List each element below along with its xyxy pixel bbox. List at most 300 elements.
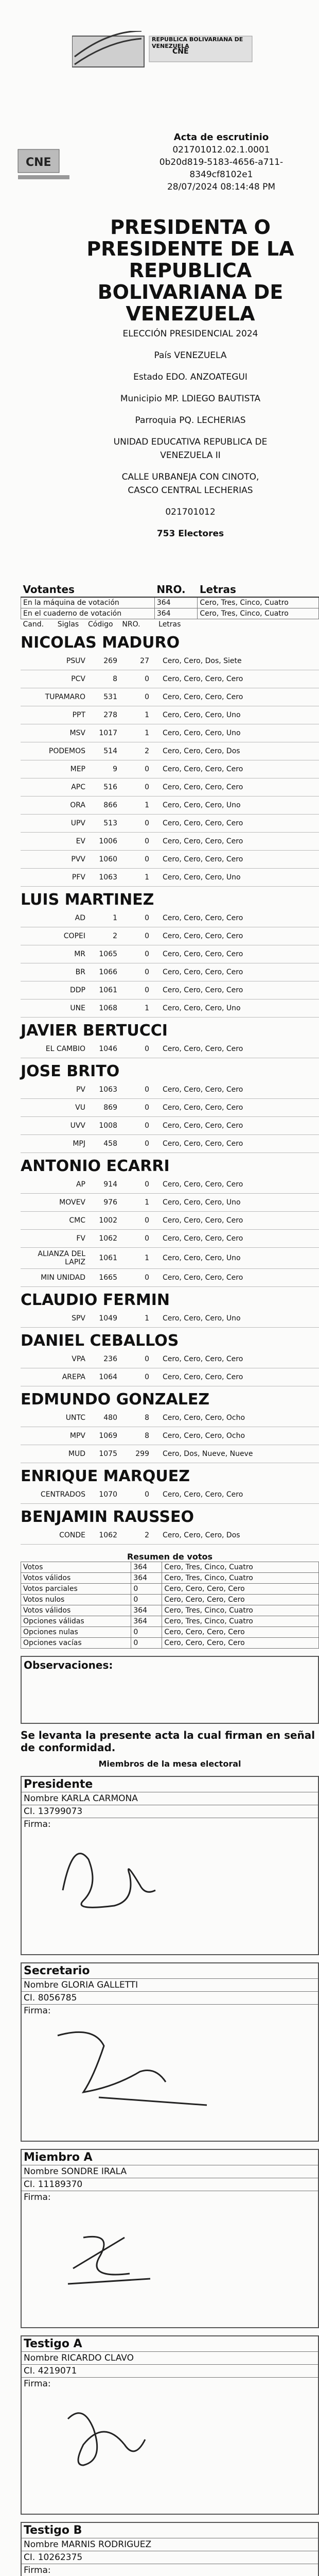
member-role: Testigo A	[22, 2336, 318, 2352]
member-name: Nombre SONDRE IRALA	[22, 2165, 318, 2178]
resumen-letras: Cero, Tres, Cinco, Cuatro	[162, 1605, 319, 1616]
party-row	[21, 760, 319, 778]
party-code: 1062	[88, 1230, 120, 1248]
party-code: 2	[88, 927, 120, 945]
party-votes-words: Cero, Cero, Cero, Cero	[152, 1230, 319, 1248]
candidate-name: LUIS MARTINEZ	[21, 891, 154, 909]
resumen-nro: 364	[131, 1562, 162, 1573]
party-code: 1002	[88, 1212, 120, 1230]
resumen-letras: Cero, Cero, Cero, Cero	[162, 1638, 319, 1649]
party-siglas: PV	[21, 1081, 88, 1099]
party-row	[21, 1445, 319, 1463]
resumen-title: Resumen de votos	[127, 1552, 213, 1562]
party-votes: 0	[120, 981, 152, 999]
cne-logo	[15, 144, 72, 185]
votantes-label: En la máquina de votación	[21, 597, 155, 608]
party-code: 1006	[88, 833, 120, 851]
resumen-nro: 0	[131, 1595, 162, 1605]
candidates-list	[21, 634, 319, 1545]
party-code: 458	[88, 1135, 120, 1153]
firma-label: Firma:	[24, 2006, 51, 2016]
party-row	[21, 706, 319, 724]
subheader-letras: Letras	[158, 620, 181, 629]
candidate-name: ENRIQUE MARQUEZ	[21, 1467, 190, 1485]
party-code: 516	[88, 778, 120, 796]
member-role: Testigo B	[22, 2523, 318, 2538]
party-siglas: BR	[21, 963, 88, 981]
party-votes: 0	[120, 688, 152, 706]
party-row	[21, 963, 319, 981]
party-siglas: UPV	[21, 815, 88, 833]
party-siglas: MIN UNIDAD	[21, 1269, 88, 1287]
party-votes: 0	[120, 1081, 152, 1099]
party-votes-words: Cero, Cero, Cero, Uno	[152, 1194, 319, 1212]
party-votes-words: Cero, Cero, Cero, Cero	[152, 833, 319, 851]
party-row	[21, 833, 319, 851]
party-row	[21, 1486, 319, 1504]
party-votes-words: Cero, Cero, Cero, Cero	[152, 963, 319, 981]
party-code: 1061	[88, 981, 120, 999]
party-siglas: MUD	[21, 1445, 88, 1463]
party-siglas: MSV	[21, 724, 88, 742]
subheader-siglas: Siglas	[57, 620, 79, 629]
party-votes: 0	[120, 1176, 152, 1194]
party-siglas: VU	[21, 1099, 88, 1117]
resumen-letras: Cero, Tres, Cinco, Cuatro	[162, 1616, 319, 1627]
member-box	[21, 2522, 319, 2576]
party-votes-words: Cero, Cero, Cero, Cero	[152, 1135, 319, 1153]
party-row	[21, 1081, 319, 1099]
party-votes-words: Cero, Cero, Cero, Ocho	[152, 1427, 319, 1445]
party-votes: 1	[120, 796, 152, 815]
party-votes-words: Cero, Cero, Cero, Cero	[152, 1350, 319, 1368]
party-votes: 0	[120, 1099, 152, 1117]
party-row	[21, 1427, 319, 1445]
party-votes: 1	[120, 724, 152, 742]
signature-icon	[52, 2201, 238, 2304]
party-code: 8	[88, 670, 120, 688]
party-row	[21, 1176, 319, 1194]
party-votes: 0	[120, 1230, 152, 1248]
members-title: Miembros de la mesa electoral	[98, 1759, 241, 1769]
party-votes-words: Cero, Cero, Cero, Cero	[152, 1368, 319, 1386]
party-votes: 27	[120, 652, 152, 670]
member-firma	[22, 1818, 318, 1954]
municipio: Municipio MP. LDIEGO BAUTISTA	[120, 394, 261, 404]
party-code: 531	[88, 688, 120, 706]
candidate-name: ANTONIO ECARRI	[21, 1157, 170, 1175]
resumen-label: Opciones nulas	[21, 1627, 131, 1638]
candidate-votes-table	[21, 1176, 319, 1287]
party-votes-words: Cero, Cero, Cero, Cero	[152, 909, 319, 927]
party-votes: 0	[120, 1368, 152, 1386]
resumen-nro: 0	[131, 1638, 162, 1649]
letras-header: Letras	[198, 582, 319, 597]
acta-title: Acta de escrutinio	[173, 132, 269, 143]
resumen-row	[21, 1638, 319, 1649]
candidate-votes-table	[21, 1040, 319, 1058]
party-siglas: AP	[21, 1176, 88, 1194]
party-votes-words: Cero, Cero, Cero, Uno	[152, 869, 319, 887]
resumen-letras: Cero, Cero, Cero, Cero	[162, 1584, 319, 1595]
party-votes: 0	[120, 815, 152, 833]
party-siglas: VPA	[21, 1350, 88, 1368]
party-row	[21, 851, 319, 869]
party-siglas: AD	[21, 909, 88, 927]
members-list	[21, 1776, 319, 2576]
parroquia: Parroquia PQ. LECHERIAS	[135, 415, 246, 426]
resumen-nro: 0	[131, 1584, 162, 1595]
party-code: 278	[88, 706, 120, 724]
candidate-name: DANIEL CEBALLOS	[21, 1332, 179, 1350]
party-votes-words: Cero, Cero, Cero, Uno	[152, 706, 319, 724]
party-code: 976	[88, 1194, 120, 1212]
party-code: 1060	[88, 851, 120, 869]
member-ci: CI. 10262375	[22, 2551, 318, 2564]
member-box	[21, 1962, 319, 2142]
resumen-row	[21, 1562, 319, 1573]
resumen-label: Votos parciales	[21, 1584, 131, 1595]
centro-line1: UNIDAD EDUCATIVA REPUBLICA DE	[113, 437, 268, 447]
party-votes-words: Cero, Cero, Cero, Cero	[152, 981, 319, 999]
member-ci: CI. 8056785	[22, 1992, 318, 2005]
member-name: Nombre MARNIS RODRIGUEZ	[22, 2538, 318, 2551]
votantes-table	[21, 582, 319, 630]
party-row	[21, 981, 319, 999]
party-votes-words: Cero, Cero, Cero, Cero	[152, 778, 319, 796]
party-votes-words: Cero, Cero, Cero, Ocho	[152, 1409, 319, 1427]
subheader-codigo: Código	[88, 620, 113, 629]
party-votes-words: Cero, Cero, Cero, Cero	[152, 1212, 319, 1230]
centro-line2: VENEZUELA II	[160, 450, 221, 461]
party-votes: 0	[120, 670, 152, 688]
party-siglas: MPV	[21, 1427, 88, 1445]
party-siglas: PVV	[21, 851, 88, 869]
party-votes-words: Cero, Cero, Cero, Dos	[152, 742, 319, 760]
party-siglas: MEP	[21, 760, 88, 778]
party-siglas: UNE	[21, 999, 88, 1018]
party-siglas: EL CAMBIO	[21, 1040, 88, 1058]
party-code: 1063	[88, 1081, 120, 1099]
election-title: PRESIDENTA O PRESIDENTE DE LA REPUBLICA BOLIVARIANA DE VENEZUELA	[86, 216, 294, 325]
resumen-label: Votos válidos	[21, 1605, 131, 1616]
candidate-votes-table	[21, 1409, 319, 1463]
acta-datetime: 28/07/2024 08:14:48 PM	[167, 182, 276, 192]
resumen-letras: Cero, Cero, Cero, Cero	[162, 1627, 319, 1638]
party-code: 1064	[88, 1368, 120, 1386]
party-siglas: MR	[21, 945, 88, 963]
party-row	[21, 1117, 319, 1135]
election-info	[82, 327, 298, 540]
party-code: 1062	[88, 1527, 120, 1545]
party-code: 1066	[88, 963, 120, 981]
firma-label: Firma:	[24, 2379, 51, 2389]
party-row	[21, 1135, 319, 1153]
party-votes: 8	[120, 1409, 152, 1427]
party-votes-words: Cero, Cero, Cero, Cero	[152, 851, 319, 869]
party-votes: 0	[120, 1135, 152, 1153]
party-votes: 0	[120, 1269, 152, 1287]
candidate-votes-table	[21, 1527, 319, 1545]
candidate-votes-table	[21, 1310, 319, 1328]
party-siglas: UNTC	[21, 1409, 88, 1427]
subheader-nro: NRO.	[122, 620, 140, 629]
resumen-row	[21, 1584, 319, 1595]
resumen-nro: 364	[131, 1616, 162, 1627]
party-code: 869	[88, 1099, 120, 1117]
party-votes: 1	[120, 1194, 152, 1212]
party-code: 1008	[88, 1117, 120, 1135]
firma-label: Firma:	[24, 2565, 51, 2575]
candidate-votes-table	[21, 1350, 319, 1386]
party-code: 1065	[88, 945, 120, 963]
party-row	[21, 815, 319, 833]
party-row	[21, 927, 319, 945]
party-row	[21, 724, 319, 742]
party-votes-words: Cero, Cero, Cero, Cero	[152, 670, 319, 688]
conformidad-text: Se levanta la presente acta la cual firman en señal de conformidad.	[21, 1729, 315, 1754]
party-votes: 0	[120, 851, 152, 869]
party-siglas: AREPA	[21, 1368, 88, 1386]
party-votes: 0	[120, 833, 152, 851]
party-row	[21, 742, 319, 760]
party-votes: 0	[120, 909, 152, 927]
party-votes: 0	[120, 778, 152, 796]
resumen-row	[21, 1573, 319, 1584]
party-votes-words: Cero, Cero, Cero, Cero	[152, 815, 319, 833]
acta-info	[144, 131, 298, 193]
member-role: Miembro A	[22, 2150, 318, 2165]
serial-line2: 8349cf8102e1	[189, 170, 253, 180]
party-votes-words: Cero, Cero, Cero, Cero	[152, 927, 319, 945]
party-votes-words: Cero, Cero, Cero, Uno	[152, 1248, 319, 1269]
party-row	[21, 1310, 319, 1328]
party-votes: 1	[120, 999, 152, 1018]
member-role: Presidente	[22, 1777, 318, 1792]
resumen-letras: Cero, Cero, Cero, Cero	[162, 1595, 319, 1605]
resumen-nro: 0	[131, 1627, 162, 1638]
party-row	[21, 1409, 319, 1427]
party-siglas: PODEMOS	[21, 742, 88, 760]
party-votes-words: Cero, Cero, Cero, Cero	[152, 1176, 319, 1194]
party-row	[21, 796, 319, 815]
party-votes: 0	[120, 1117, 152, 1135]
party-code: 1063	[88, 869, 120, 887]
party-siglas: ALIANZA DEL LAPIZ	[21, 1248, 88, 1269]
party-siglas: DDP	[21, 981, 88, 999]
votantes-label: En el cuaderno de votación	[21, 608, 155, 619]
resumen-row	[21, 1595, 319, 1605]
party-votes-words: Cero, Cero, Cero, Cero	[152, 1269, 319, 1287]
party-votes: 299	[120, 1445, 152, 1463]
party-siglas: PCV	[21, 670, 88, 688]
party-row	[21, 688, 319, 706]
member-firma	[22, 2564, 318, 2576]
party-row	[21, 999, 319, 1018]
firma-label: Firma:	[24, 1819, 51, 1829]
party-row	[21, 1248, 319, 1269]
candidate-name: EDMUNDO GONZALEZ	[21, 1391, 210, 1409]
party-votes: 1	[120, 706, 152, 724]
party-siglas: COPEI	[21, 927, 88, 945]
electores: 753 Electores	[156, 529, 224, 539]
estado: Estado EDO. ANZOATEGUI	[133, 372, 247, 382]
member-name: Nombre RICARDO CLAVO	[22, 2352, 318, 2365]
party-siglas: APC	[21, 778, 88, 796]
candidate-name: JAVIER BERTUCCI	[21, 1022, 168, 1040]
votantes-letras: Cero, Tres, Cinco, Cuatro	[198, 597, 319, 608]
resumen-row	[21, 1627, 319, 1638]
resumen-table	[21, 1562, 319, 1649]
party-row	[21, 1194, 319, 1212]
party-votes: 0	[120, 963, 152, 981]
serial-line1: 0b20d819-5183-4656-a711-	[159, 157, 283, 167]
party-code: 1070	[88, 1486, 120, 1504]
firma-label: Firma:	[24, 2192, 51, 2202]
party-votes-words: Cero, Cero, Cero, Cero	[152, 760, 319, 778]
party-code: 1068	[88, 999, 120, 1018]
party-code: 914	[88, 1176, 120, 1194]
party-row	[21, 652, 319, 670]
party-row	[21, 1212, 319, 1230]
candidate-votes-table	[21, 1486, 319, 1504]
resumen-row	[21, 1616, 319, 1627]
party-code: 1069	[88, 1427, 120, 1445]
observaciones-label: Observaciones:	[24, 1659, 113, 1671]
candidate-votes-table	[21, 909, 319, 1018]
party-votes: 0	[120, 1350, 152, 1368]
party-siglas: MPJ	[21, 1135, 88, 1153]
party-code: 866	[88, 796, 120, 815]
party-votes: 0	[120, 760, 152, 778]
party-row	[21, 909, 319, 927]
member-ci: CI. 13799073	[22, 1805, 318, 1818]
party-siglas: SPV	[21, 1310, 88, 1328]
party-votes: 1	[120, 869, 152, 887]
party-siglas: FV	[21, 1230, 88, 1248]
member-firma	[22, 2005, 318, 2141]
party-code: 513	[88, 815, 120, 833]
party-votes: 1	[120, 1310, 152, 1328]
eleccion: ELECCIÓN PRESIDENCIAL 2024	[122, 329, 258, 339]
resumen-label: Opciones vacías	[21, 1638, 131, 1649]
party-code: 1049	[88, 1310, 120, 1328]
party-siglas: EV	[21, 833, 88, 851]
logo-text-line2: CNE	[172, 47, 189, 56]
party-votes-words: Cero, Cero, Cero, Uno	[152, 1310, 319, 1328]
logo-text-line1: REPUBLICA BOLIVARIANA DE VENEZUELA	[152, 36, 243, 49]
party-votes-words: Cero, Cero, Dos, Siete	[152, 652, 319, 670]
party-votes: 0	[120, 927, 152, 945]
pais: País VENEZUELA	[154, 350, 227, 361]
resumen-row	[21, 1605, 319, 1616]
party-row	[21, 778, 319, 796]
party-row	[21, 1368, 319, 1386]
party-code: 1075	[88, 1445, 120, 1463]
party-votes: 2	[120, 1527, 152, 1545]
party-votes-words: Cero, Dos, Nueve, Nueve	[152, 1445, 319, 1463]
candidate-name: NICOLAS MADURO	[21, 634, 180, 652]
member-box	[21, 2335, 319, 2515]
party-votes: 0	[120, 1212, 152, 1230]
party-siglas: CMC	[21, 1212, 88, 1230]
candidate-name: CLAUDIO FERMIN	[21, 1291, 170, 1309]
party-code: 1046	[88, 1040, 120, 1058]
direccion-line2: CASCO CENTRAL LECHERIAS	[128, 485, 253, 496]
party-code: 480	[88, 1409, 120, 1427]
member-box	[21, 2149, 319, 2328]
signature-icon	[52, 2388, 238, 2491]
party-siglas: MOVEV	[21, 1194, 88, 1212]
votantes-nro: 364	[154, 608, 198, 619]
member-role: Secretario	[22, 1963, 318, 1979]
party-siglas: CONDE	[21, 1527, 88, 1545]
resumen-nro: 364	[131, 1605, 162, 1616]
party-siglas: PSUV	[21, 652, 88, 670]
party-votes-words: Cero, Cero, Cero, Cero	[152, 1117, 319, 1135]
party-code: 1061	[88, 1248, 120, 1269]
party-code: 1017	[88, 724, 120, 742]
resumen-letras: Cero, Tres, Cinco, Cuatro	[162, 1562, 319, 1573]
party-code: 236	[88, 1350, 120, 1368]
direccion-line1: CALLE URBANEJA CON CINOTO,	[121, 472, 259, 482]
centro-codigo: 021701012	[165, 507, 216, 517]
candidate-name: JOSE BRITO	[21, 1062, 120, 1080]
party-votes-words: Cero, Cero, Cero, Cero	[152, 1081, 319, 1099]
resumen-label: Votos nulos	[21, 1595, 131, 1605]
resumen-nro: 364	[131, 1573, 162, 1584]
party-siglas: PPT	[21, 706, 88, 724]
member-firma	[22, 2378, 318, 2514]
candidate-votes-table	[21, 652, 319, 887]
signature-icon	[52, 2015, 238, 2118]
candidate-votes-table	[21, 1081, 319, 1153]
party-votes-words: Cero, Cero, Cero, Cero	[152, 1040, 319, 1058]
resumen-letras: Cero, Tres, Cinco, Cuatro	[162, 1573, 319, 1584]
party-votes-words: Cero, Cero, Cero, Cero	[152, 1099, 319, 1117]
party-code: 514	[88, 742, 120, 760]
party-votes-words: Cero, Cero, Cero, Cero	[152, 945, 319, 963]
acta-number: 021701012.02.1.0001	[172, 145, 270, 155]
party-code: 1665	[88, 1269, 120, 1287]
party-row	[21, 869, 319, 887]
party-siglas: ORA	[21, 796, 88, 815]
votantes-header: Votantes	[21, 582, 155, 597]
resumen-label: Votos	[21, 1562, 131, 1573]
votantes-letras: Cero, Tres, Cinco, Cuatro	[198, 608, 319, 619]
party-code: 1	[88, 909, 120, 927]
member-ci: CI. 4219071	[22, 2365, 318, 2378]
resumen-label: Votos válidos	[21, 1573, 131, 1584]
party-siglas: UVV	[21, 1117, 88, 1135]
member-name: Nombre GLORIA GALLETTI	[22, 1979, 318, 1992]
party-votes: 0	[120, 1486, 152, 1504]
results-content	[21, 582, 319, 2576]
party-votes: 0	[120, 945, 152, 963]
party-votes: 1	[120, 1248, 152, 1269]
party-code: 269	[88, 652, 120, 670]
party-votes-words: Cero, Cero, Cero, Uno	[152, 796, 319, 815]
party-row	[21, 1269, 319, 1287]
signature-icon	[52, 1828, 238, 1931]
party-votes-words: Cero, Cero, Cero, Dos	[152, 1527, 319, 1545]
party-votes-words: Cero, Cero, Cero, Uno	[152, 999, 319, 1018]
svg-text:CNE: CNE	[26, 156, 51, 169]
subheader-cand: Cand.	[23, 620, 44, 629]
member-name: Nombre KARLA CARMONA	[22, 1792, 318, 1805]
party-votes-words: Cero, Cero, Cero, Cero	[152, 1486, 319, 1504]
party-votes-words: Cero, Cero, Cero, Uno	[152, 724, 319, 742]
